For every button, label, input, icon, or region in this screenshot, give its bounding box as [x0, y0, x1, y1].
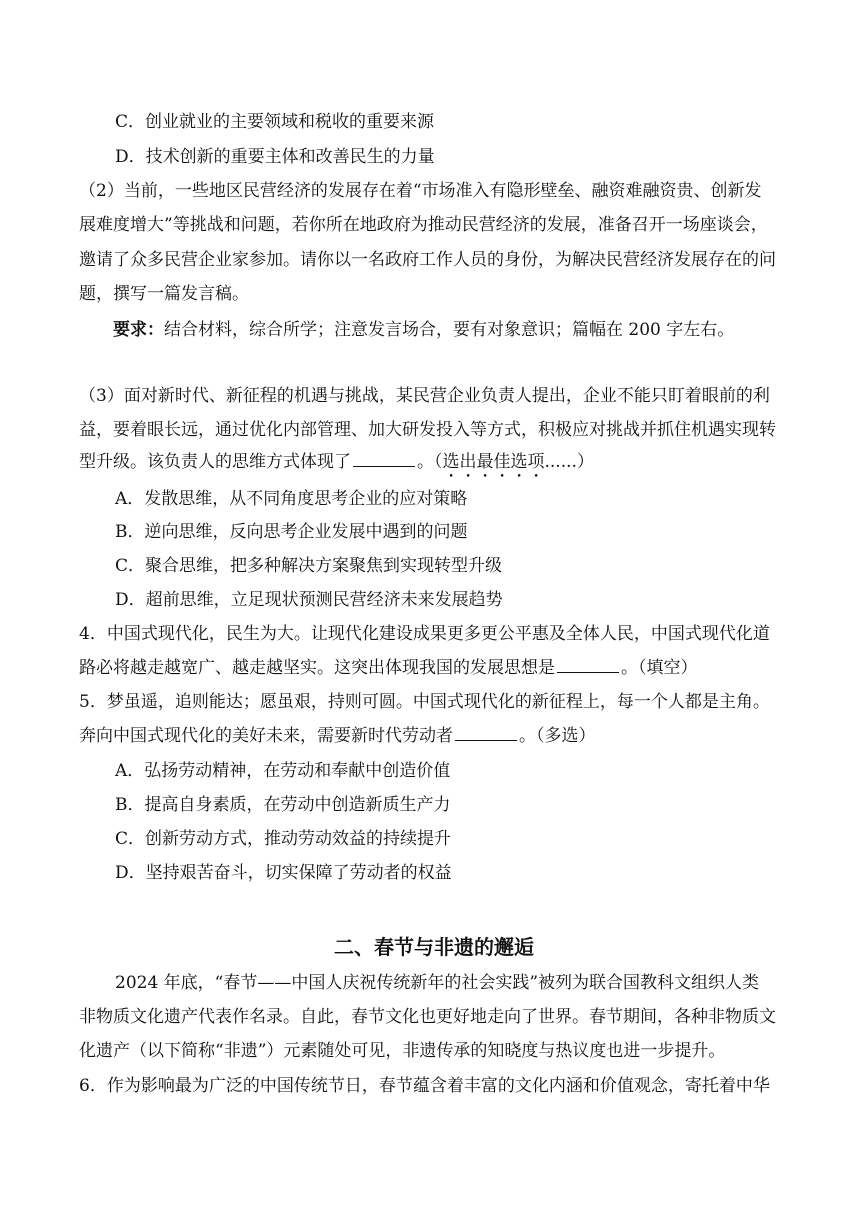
q3-3-line-1: （3）面对新时代、新征程的机遇与挑战，某民营企业负责人提出，企业不能只盯着眼前的利 — [79, 386, 770, 406]
q5-option-b[interactable]: B．提高自身素质，在劳动中创造新质生产力 — [115, 795, 451, 815]
option-d-prev: D．技术创新的重要主体和改善民生的力量 — [115, 147, 435, 167]
q4-line-1: 4．中国式现代化，民生为大。让现代化建设成果更多更公平惠及全体人民，中国式现代化道 — [79, 624, 770, 644]
q3-3-option-a[interactable]: A．发散思维，从不同角度思考企业的应对策略 — [115, 489, 468, 509]
answer-blank-q4[interactable] — [557, 656, 619, 673]
q3-3-line-3-punct: 。（ — [417, 452, 443, 472]
q5-line-2-end: 。（多选） — [519, 726, 596, 746]
section2-paragraph-line-1: 2024 年底，“春节——中国人庆祝传统新年的社会实践”被列为联合国教科文组织人类 — [115, 973, 760, 993]
q3-3-option-c[interactable]: C．聚合思维，把多种解决方案聚焦到实现转型升级 — [115, 556, 503, 576]
q4-line-2-end: 。（填空） — [621, 658, 698, 678]
option-c-prev: C．创业就业的主要领域和税收的重要来源 — [115, 112, 435, 132]
requirement-label: 要求： — [113, 320, 164, 340]
q3-3-line-2: 益，要着眼长远，通过优化内部管理、加大研发投入等方式，积极应对挑战并抓住机遇实现转 — [79, 420, 776, 440]
q6-line-1: 6．作为影响最为广泛的中国传统节日，春节蕴含着丰富的文化内涵和价值观念，寄托着中华 — [79, 1076, 770, 1096]
q3-3-option-d[interactable]: D．超前思维，立足现状预测民营经济未来发展趋势 — [115, 590, 503, 610]
requirement-text: 结合材料，综合所学；注意发言场合，要有对象意识；篇幅在 200 字左右。 — [164, 320, 735, 340]
q3-2-line-1: （2）当前，一些地区民营经济的发展存在着“市场准入有隐形壁垒、融资难融资贵、创新发 — [79, 181, 762, 201]
q3-3-option-b[interactable]: B．逆向思维，反向思考企业发展中遇到的问题 — [115, 522, 468, 542]
q4-line-2 — [79, 656, 698, 680]
q5-line-2 — [79, 724, 596, 748]
q5-line-2-text: 奔向中国式现代化的美好未来，需要新时代劳动者 — [79, 726, 453, 746]
q3-3-dots: ...... — [544, 452, 577, 472]
q5-option-d[interactable]: D．坚持艰苦奋斗，切实保障了劳动者的权益 — [115, 863, 452, 883]
q3-2-line-4: 题，撰写一篇发言稿。 — [79, 284, 249, 304]
section2-paragraph-line-3: 化遗产（以下简称“非遗”）元素随处可见，非遗传承的知晓度与热议度也进一步提升。 — [79, 1041, 726, 1061]
answer-blank-q3-3[interactable] — [353, 450, 415, 467]
q5-option-c[interactable]: C．创新劳动方式，推动劳动效益的持续提升 — [115, 829, 452, 849]
q3-2-line-3: 邀请了众多民营企业家参加。请你以一名政府工作人员的身份，为解决民营经济发展存在的问 — [79, 250, 776, 270]
q4-line-2-text: 路必将越走越宽广、越走越坚实。这突出体现我国的发展思想是 — [79, 658, 555, 678]
section-title: 二、春节与非遗的邂逅 — [334, 935, 534, 959]
q3-2-requirement — [113, 318, 734, 342]
section2-paragraph-line-2: 非物质文化遗产代表作名录。自此，春节文化也更好地走向了世界。春节期间，各种非物质文 — [79, 1007, 776, 1027]
q3-2-line-2: 展难度增大”等挑战和问题，若你所在地政府为推动民营经济的发展，准备召开一场座谈会， — [79, 215, 768, 235]
q3-3-line-3-text: 型升级。该负责人的思维方式体现了 — [79, 452, 351, 472]
q3-3-line-3 — [79, 450, 594, 482]
answer-blank-q5[interactable] — [455, 724, 517, 741]
q5-option-a[interactable]: A．弘扬劳动精神，在劳动和奉献中创造价值 — [115, 761, 451, 781]
q5-line-1: 5．梦虽遥，追则能达；愿虽艰，持则可圆。中国式现代化的新征程上，每一个人都是主角。 — [79, 692, 770, 712]
q3-3-close: ） — [576, 452, 594, 472]
q3-3-emphasis: 选出最佳选项 — [442, 452, 545, 472]
